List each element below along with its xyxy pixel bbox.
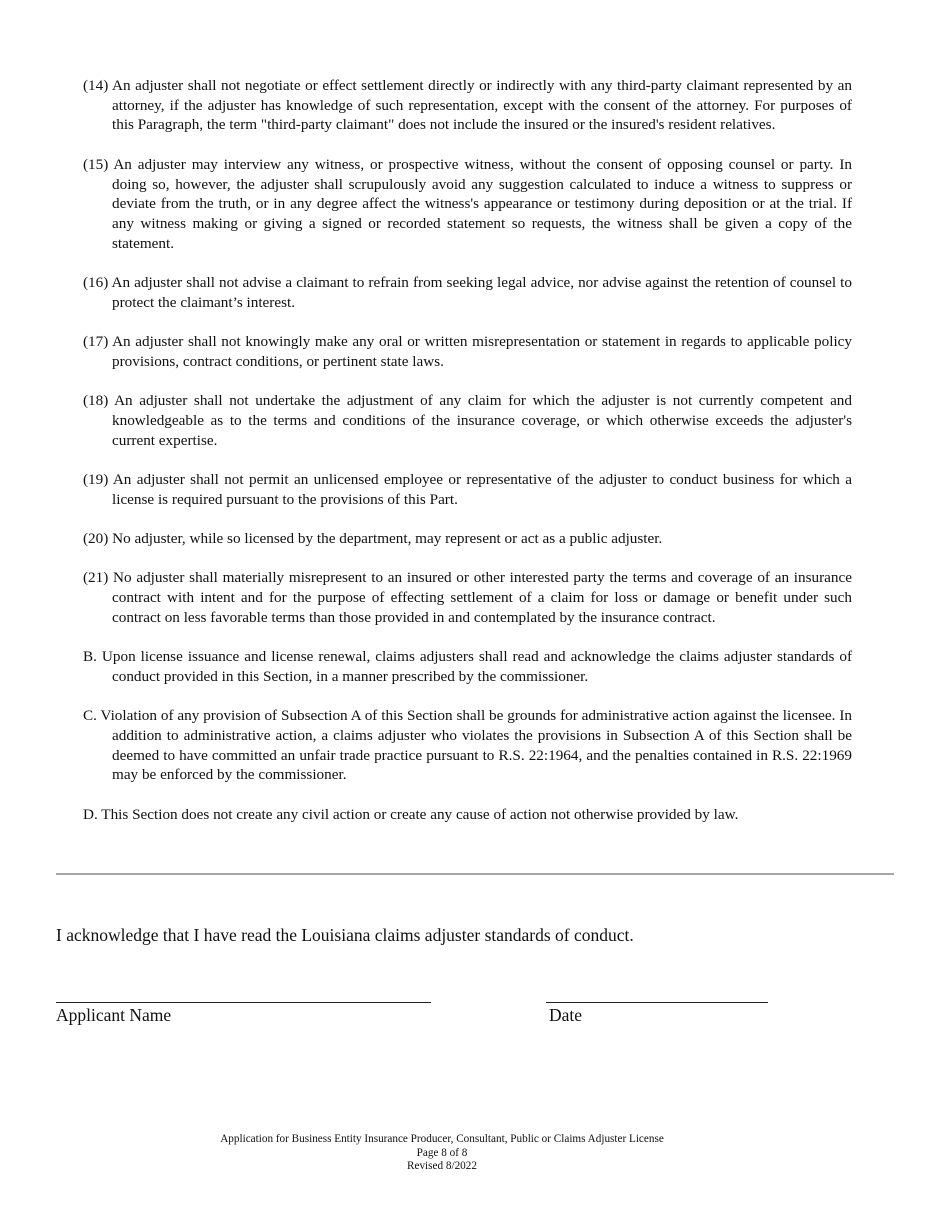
standard-18: (18) An adjuster shall not undertake the adjustment of any claim for which the adjuster is not currently competent and knowledgeable as to the terms and conditions of the insurance coverage, or which otherwise exceeds the adjuster's current expertise. (83, 392, 852, 449)
subsection-d: D. This Section does not create any civil action or create any cause of action not otherwise provided by law. (83, 805, 739, 823)
acknowledgement-statement: I acknowledge that I have read the Louisiana claims adjuster standards of conduct. (56, 925, 634, 945)
standard-16: (16) An adjuster shall not advise a claimant to refrain from seeking legal advice, nor advise against the retention of counsel to protect the claimant’s interest. (83, 274, 852, 311)
applicant-name-label: Applicant Name (56, 1005, 172, 1025)
footer-page-number: Page 8 of 8 (416, 1146, 468, 1159)
footer-form-title: Application for Business Entity Insurance Producer, Consultant, Public or Claims Adjuster License (220, 1133, 664, 1145)
standard-17: (17) An adjuster shall not knowingly make any oral or written misrepresentation or statement in regards to applicable policy provisions, contract conditions, or pertinent state laws. (83, 333, 852, 370)
footer-revision: Revised 8/2022 (407, 1160, 477, 1173)
subsection-b: B. Upon license issuance and license renewal, claims adjusters shall read and acknowledge the claims adjuster standards of conduct provided in this Section, in a manner prescribed by the commissioner. (83, 648, 852, 685)
standard-21: (21) No adjuster shall materially misrepresent to an insured or other interested party the terms and coverage of an insurance contract with intent and for the purpose of effecting settlement of a claim for loss or damage or benefit under such contract on less favorable terms than those provided in and contemplated by the insurance contract. (83, 569, 852, 626)
standard-20: (20) No adjuster, while so licensed by the department, may represent or act as a public adjuster. (83, 530, 663, 548)
subsection-c: C. Violation of any provision of Subsection A of this Section shall be grounds for administrative action against the licensee. In addition to administrative action, a claims adjuster who violates the provisions in Subsection A of this Section shall be deemed to have committed an unfair trade practice pursuant to R.S. 22:1964, and the penalties contained in R.S. 22:1969 may be enforced by the commissioner. (83, 707, 852, 784)
date-label: Date (549, 1005, 583, 1025)
standard-15: (15) An adjuster may interview any witness, or prospective witness, without the consent of opposing counsel or party. In doing so, however, the adjuster shall scrupulously avoid any suggestion calculated to induce a witness to suppress or deviate from the truth, or in any degree affect the witness's appearance or testimony during deposition or at the trial. If any witness making or giving a signed or recorded statement so requests, the witness shall be given a copy of the statement. (83, 155, 852, 252)
standards-list (83, 76, 852, 825)
section-divider (56, 873, 894, 875)
page-footer (0, 1133, 884, 1174)
applicant-name-signature-line[interactable] (56, 1002, 431, 1003)
standard-14: (14) An adjuster shall not negotiate or effect settlement directly or indirectly with any third-party claimant represented by an attorney, if the adjuster has knowledge of such representation, except with the consent of the attorney. For purposes of this Paragraph, the term "third-party claimant" does not include the insured or the insured's resident relatives. (83, 77, 852, 134)
standard-19: (19) An adjuster shall not permit an unlicensed employee or representative of the adjuster to conduct business for which a license is required pursuant to the provisions of this Part. (83, 470, 852, 508)
date-signature-line[interactable] (546, 1002, 768, 1003)
